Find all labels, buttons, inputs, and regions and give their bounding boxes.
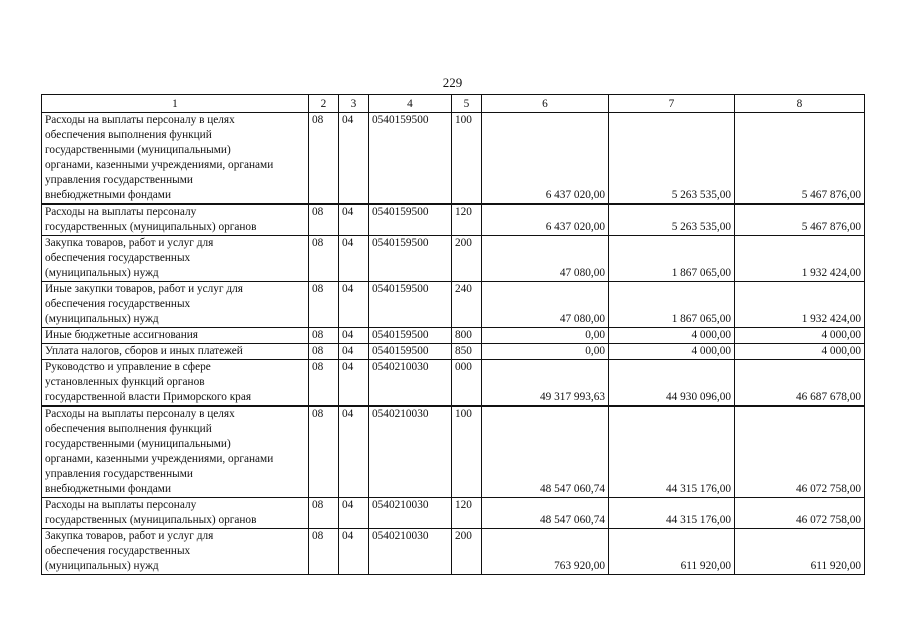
column-header: 6 xyxy=(482,95,609,113)
row-name-cell xyxy=(42,498,309,529)
target-article-cell: 0540210030 xyxy=(369,406,452,498)
table-row xyxy=(42,498,865,529)
amount-col7-cell: 4 000,00 xyxy=(609,328,735,344)
row-name-cell xyxy=(42,113,309,205)
table-row xyxy=(42,344,865,360)
row-name-line: государственной власти Приморского края xyxy=(45,391,252,403)
subsection-code-cell: 04 xyxy=(339,406,369,498)
row-name-line: обеспечения выполнения функций xyxy=(45,129,212,141)
section-code-cell: 08 xyxy=(309,282,339,328)
row-name-line: Расходы на выплаты персоналу в целях xyxy=(45,408,235,420)
row-name-cell xyxy=(42,344,309,360)
subsection-code-cell: 04 xyxy=(339,344,369,360)
row-name-line: Закупка товаров, работ и услуг для xyxy=(45,530,214,542)
row-name-line: (муниципальных) нужд xyxy=(45,313,159,325)
budget-table xyxy=(41,94,865,575)
row-name-line: государственных (муниципальных) органов xyxy=(45,514,257,526)
target-article-cell: 0540159500 xyxy=(369,113,452,205)
amount-col7-cell: 5 263 535,00 xyxy=(609,204,735,236)
target-article-cell: 0540159500 xyxy=(369,236,452,282)
amount-col7-cell: 5 263 535,00 xyxy=(609,113,735,205)
amount-col7-cell: 611 920,00 xyxy=(609,529,735,575)
expense-type-cell: 200 xyxy=(452,236,482,282)
amount-col8-cell: 46 687 678,00 xyxy=(735,360,865,407)
row-name-line: Расходы на выплаты персоналу в целях xyxy=(45,114,235,126)
row-name-cell xyxy=(42,236,309,282)
row-name-line: Иные бюджетные ассигнования xyxy=(45,329,198,341)
subsection-code-cell: 04 xyxy=(339,360,369,407)
expense-type-cell: 100 xyxy=(452,406,482,498)
amount-col8-cell: 5 467 876,00 xyxy=(735,113,865,205)
amount-col6-cell: 48 547 060,74 xyxy=(482,498,609,529)
target-article-cell: 0540210030 xyxy=(369,498,452,529)
row-name-cell xyxy=(42,204,309,236)
row-name-line: органами, казенными учреждениями, органами xyxy=(45,453,274,465)
header-row xyxy=(42,95,865,113)
row-name-line: обеспечения государственных xyxy=(45,298,191,310)
row-name-cell xyxy=(42,406,309,498)
section-code-cell: 08 xyxy=(309,204,339,236)
amount-col6-cell: 48 547 060,74 xyxy=(482,406,609,498)
subsection-code-cell: 04 xyxy=(339,282,369,328)
column-header: 4 xyxy=(369,95,452,113)
row-name-cell xyxy=(42,360,309,407)
row-name-line: Расходы на выплаты персоналу xyxy=(45,206,197,218)
amount-col6-cell: 49 317 993,63 xyxy=(482,360,609,407)
row-name-line: внебюджетными фондами xyxy=(45,189,171,201)
expense-type-cell: 120 xyxy=(452,204,482,236)
table-row xyxy=(42,406,865,498)
expense-type-cell: 240 xyxy=(452,282,482,328)
section-code-cell: 08 xyxy=(309,113,339,205)
row-name-line: установленных функций органов xyxy=(45,376,205,388)
target-article-cell: 0540159500 xyxy=(369,282,452,328)
row-name-line: Уплата налогов, сборов и иных платежей xyxy=(45,345,243,357)
subsection-code-cell: 04 xyxy=(339,113,369,205)
row-name-line: управления государственными xyxy=(45,468,193,480)
column-header: 1 xyxy=(42,95,309,113)
row-name-line: Расходы на выплаты персоналу xyxy=(45,499,197,511)
target-article-cell: 0540159500 xyxy=(369,328,452,344)
column-header: 5 xyxy=(452,95,482,113)
amount-col6-cell: 47 080,00 xyxy=(482,282,609,328)
amount-col7-cell: 1 867 065,00 xyxy=(609,236,735,282)
row-name-line: Иные закупки товаров, работ и услуг для xyxy=(45,283,243,295)
amount-col7-cell: 44 315 176,00 xyxy=(609,498,735,529)
amount-col6-cell: 47 080,00 xyxy=(482,236,609,282)
row-name-line: органами, казенными учреждениями, органами xyxy=(45,159,274,171)
amount-col8-cell: 4 000,00 xyxy=(735,344,865,360)
subsection-code-cell: 04 xyxy=(339,328,369,344)
expense-type-cell: 800 xyxy=(452,328,482,344)
table-row xyxy=(42,236,865,282)
table-row xyxy=(42,328,865,344)
subsection-code-cell: 04 xyxy=(339,204,369,236)
row-name-line: внебюджетными фондами xyxy=(45,483,171,495)
target-article-cell: 0540159500 xyxy=(369,204,452,236)
amount-col8-cell: 1 932 424,00 xyxy=(735,282,865,328)
table-row xyxy=(42,282,865,328)
row-name-line: государственными (муниципальными) xyxy=(45,144,231,156)
section-code-cell: 08 xyxy=(309,328,339,344)
amount-col7-cell: 1 867 065,00 xyxy=(609,282,735,328)
expense-type-cell: 200 xyxy=(452,529,482,575)
row-name-cell xyxy=(42,529,309,575)
amount-col6-cell: 6 437 020,00 xyxy=(482,113,609,205)
amount-col8-cell: 46 072 758,00 xyxy=(735,498,865,529)
expense-type-cell: 850 xyxy=(452,344,482,360)
column-header: 7 xyxy=(609,95,735,113)
row-name-line: обеспечения государственных xyxy=(45,545,191,557)
row-name-line: обеспечения государственных xyxy=(45,252,191,264)
amount-col8-cell: 46 072 758,00 xyxy=(735,406,865,498)
section-code-cell: 08 xyxy=(309,360,339,407)
amount-col6-cell: 0,00 xyxy=(482,328,609,344)
target-article-cell: 0540210030 xyxy=(369,529,452,575)
row-name-line: обеспечения выполнения функций xyxy=(45,423,212,435)
amount-col8-cell: 611 920,00 xyxy=(735,529,865,575)
column-header: 3 xyxy=(339,95,369,113)
table-body xyxy=(42,113,865,575)
amount-col7-cell: 44 315 176,00 xyxy=(609,406,735,498)
row-name-line: (муниципальных) нужд xyxy=(45,560,159,572)
row-name-line: (муниципальных) нужд xyxy=(45,267,159,279)
amount-col8-cell: 5 467 876,00 xyxy=(735,204,865,236)
target-article-cell: 0540159500 xyxy=(369,344,452,360)
section-code-cell: 08 xyxy=(309,529,339,575)
section-code-cell: 08 xyxy=(309,406,339,498)
table-row xyxy=(42,113,865,205)
row-name-cell xyxy=(42,282,309,328)
expense-type-cell: 120 xyxy=(452,498,482,529)
row-name-line: Закупка товаров, работ и услуг для xyxy=(45,237,214,249)
column-header: 2 xyxy=(309,95,339,113)
target-article-cell: 0540210030 xyxy=(369,360,452,407)
page-number: 229 xyxy=(442,75,463,90)
row-name-line: государственных (муниципальных) органов xyxy=(45,221,257,233)
table-row xyxy=(42,360,865,407)
subsection-code-cell: 04 xyxy=(339,498,369,529)
row-name-line: управления государственными xyxy=(45,174,193,186)
amount-col6-cell: 763 920,00 xyxy=(482,529,609,575)
section-code-cell: 08 xyxy=(309,236,339,282)
expense-type-cell: 100 xyxy=(452,113,482,205)
amount-col8-cell: 4 000,00 xyxy=(735,328,865,344)
expense-type-cell: 000 xyxy=(452,360,482,407)
subsection-code-cell: 04 xyxy=(339,529,369,575)
row-name-line: государственными (муниципальными) xyxy=(45,438,231,450)
amount-col6-cell: 6 437 020,00 xyxy=(482,204,609,236)
table-row xyxy=(42,204,865,236)
amount-col7-cell: 4 000,00 xyxy=(609,344,735,360)
subsection-code-cell: 04 xyxy=(339,236,369,282)
row-name-cell xyxy=(42,328,309,344)
amount-col7-cell: 44 930 096,00 xyxy=(609,360,735,407)
row-name-line: Руководство и управление в сфере xyxy=(45,361,211,373)
table-row xyxy=(42,529,865,575)
section-code-cell: 08 xyxy=(309,498,339,529)
section-code-cell: 08 xyxy=(309,344,339,360)
amount-col6-cell: 0,00 xyxy=(482,344,609,360)
amount-col8-cell: 1 932 424,00 xyxy=(735,236,865,282)
column-header: 8 xyxy=(735,95,865,113)
